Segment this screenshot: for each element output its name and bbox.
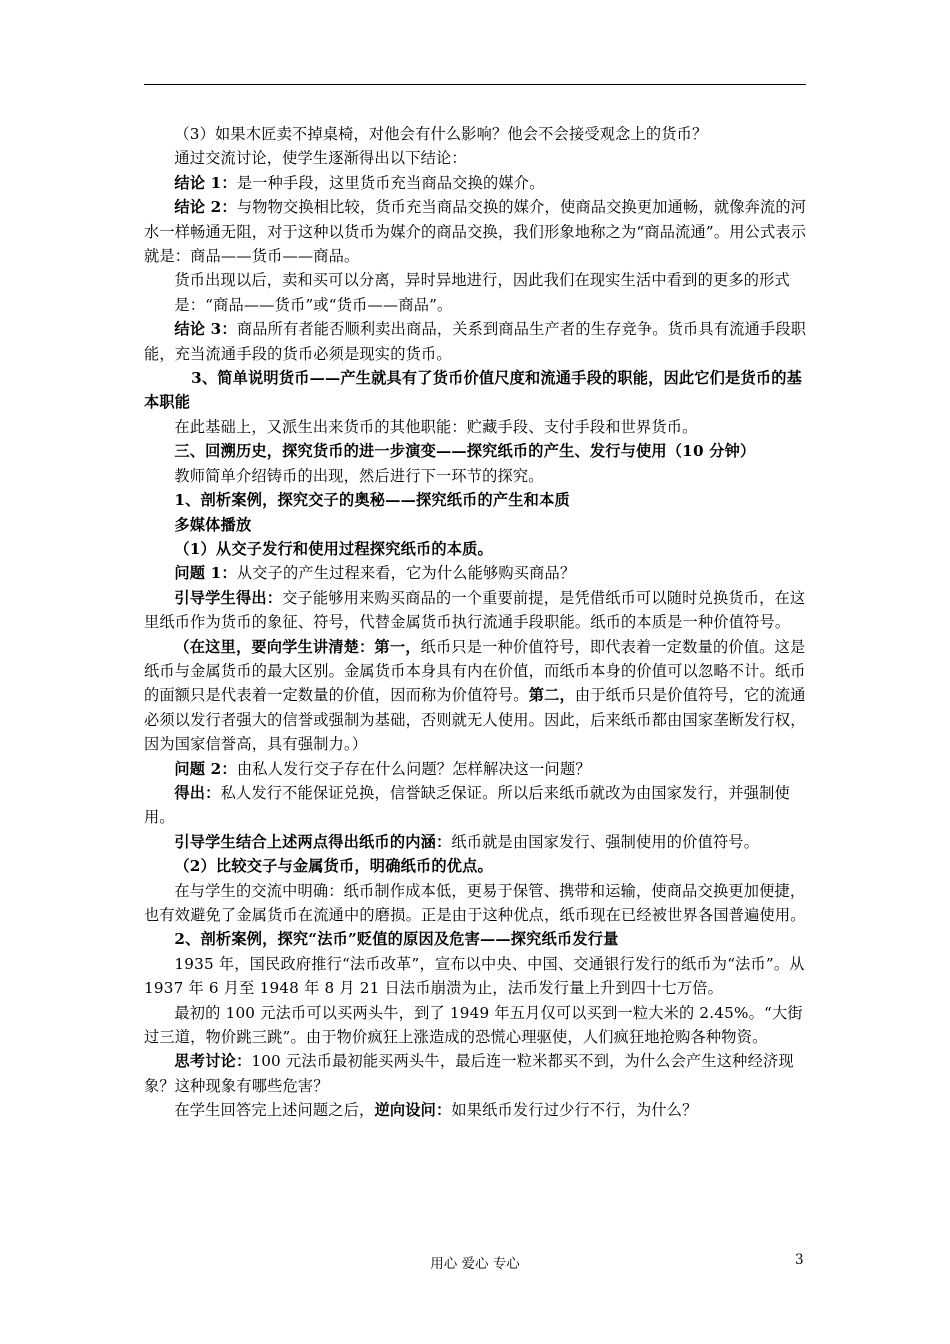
bold-text: （1）从交子发行和使用过程探究纸币的本质。 bbox=[174, 539, 493, 558]
paragraph bbox=[144, 635, 808, 757]
text-run: 商品所有者能否顺利卖出商品，关系到商品生产者的生存竞争。货币具有流通手段职能，充当流通手段的货币必须是现实的货币。 bbox=[144, 320, 807, 363]
paragraph bbox=[144, 927, 808, 951]
paragraph bbox=[144, 488, 808, 512]
paragraph bbox=[144, 1001, 808, 1050]
text-run: 100 元法币最初能买两头牛，最后连一粒米都买不到，为什么会产生这种经济现象？这种现象有哪些危害？ bbox=[144, 1052, 794, 1095]
bold-text: 结论 1： bbox=[174, 173, 237, 192]
paragraph bbox=[144, 317, 808, 366]
paragraph bbox=[144, 146, 808, 170]
text-run: 与物物交换相比较，货币充当商品交换的媒介，使商品交换更加通畅，就像奔流的河水一样畅通无阻，对于这种以货币为媒介的商品交换，我们形象地称之为“商品流通”。用公式表示就是：商品——货币——商品。 bbox=[144, 198, 807, 266]
text-run: 最初的 100 元法币可以买两头牛，到了 1949 年五月仅可以买到一粒大米的 2.45%。“大街过三道，物价跳三跳”。由于物价疯狂上涨造成的恐慌心理驱使，人们疯狂地抢购各种物资。 bbox=[144, 1003, 803, 1047]
text-run: （3）如果木匠卖不掉桌椅，对他会有什么影响？他会不会接受观念上的货币？ bbox=[174, 125, 708, 143]
paragraph bbox=[144, 879, 808, 928]
paragraph bbox=[144, 830, 808, 854]
bold-text: 第二， bbox=[528, 686, 575, 705]
text-run: 1935 年，国民政府推行“法币改革”，宣布以中央、中国、交通银行发行的纸币为“法币”。从 1937 年 6 月至 1948 年 8 月 21 日法币崩溃为止，法币发行量上升到四十七万倍。 bbox=[144, 954, 805, 998]
paragraph bbox=[144, 781, 808, 830]
bold-text: 1、剖析案例，探究交子的奥秘——探究纸币的产生和本质 bbox=[174, 491, 570, 510]
paragraph bbox=[144, 952, 808, 1001]
bold-text: 问题 2： bbox=[174, 759, 237, 778]
paragraph bbox=[144, 171, 808, 195]
text-run: 教师简单介绍铸币的出现，然后进行下一环节的探究。 bbox=[174, 466, 544, 485]
bold-text: 引导学生得出： bbox=[174, 588, 283, 607]
paragraph bbox=[144, 268, 808, 317]
bold-text: 多媒体播放 bbox=[174, 515, 252, 534]
footer-motto: 用心 爱心 专心 bbox=[430, 1256, 520, 1272]
bold-text: 引导学生结合上述两点得出纸币的内涵： bbox=[174, 832, 452, 851]
text-run: 从交子的产生过程来看，它为什么能够购买商品？ bbox=[236, 564, 576, 583]
paragraph bbox=[144, 415, 808, 439]
text-run: 在与学生的交流中明确：纸币制作成本低，更易于保管、携带和运输，使商品交换更加便捷，也有效避免了金属货币在流通中的磨损。正是由于这种优点，纸币现在已经被世界各国普遍使用。 bbox=[144, 881, 806, 924]
paragraph bbox=[144, 195, 808, 268]
text-run: 在学生回答完上述问题之后， bbox=[174, 1101, 375, 1120]
page-footer bbox=[0, 1252, 950, 1272]
paragraph bbox=[144, 464, 808, 488]
text-run: 由私人发行交子存在什么问题？怎样解决这一问题？ bbox=[236, 759, 591, 778]
paragraph bbox=[144, 537, 808, 561]
paragraph bbox=[144, 1049, 808, 1098]
text-run: 是一种手段，这里货币充当商品交换的媒介。 bbox=[236, 173, 545, 192]
bold-text: 三、回溯历史，探究货币的进一步演变——探究纸币的产生、发行与使用（10 分钟） bbox=[174, 442, 756, 461]
text-run: 通过交流讨论，使学生逐渐得出以下结论： bbox=[174, 149, 467, 168]
paragraph bbox=[144, 513, 808, 537]
text-run: 私人发行不能保证兑换，信誉缺乏保证。所以后来纸币就改为由国家发行，并强制使用。 bbox=[144, 783, 790, 827]
bold-text: 结论 2： bbox=[174, 198, 237, 217]
paragraph bbox=[144, 561, 808, 585]
bold-text: 2、剖析案例，探究“法币”贬值的原因及危害——探究纸币发行量 bbox=[174, 930, 619, 949]
paragraph bbox=[144, 586, 808, 635]
bold-text: 思考讨论： bbox=[174, 1052, 252, 1071]
text-run: 由于纸币只是价值符号，它的流通必须以发行者强大的信誉或强制为基础，否则就无人使用。因此，后来纸币都由国家垄断发行权，因为国家信誉高，具有强制力。） bbox=[144, 686, 806, 754]
paragraph bbox=[144, 366, 808, 415]
header-rule bbox=[144, 84, 806, 85]
paragraph bbox=[144, 1098, 808, 1122]
document-body bbox=[144, 122, 808, 1123]
bold-text: （2）比较交子与金属货币，明确纸币的优点。 bbox=[174, 857, 493, 876]
bold-text: 逆向设问： bbox=[374, 1101, 452, 1120]
page-number: 3 bbox=[795, 1252, 804, 1268]
text-run: 纸币就是由国家发行、强制使用的价值符号。 bbox=[451, 832, 760, 851]
text-run: 在此基础上，又派生出来货币的其他职能：贮藏手段、支付手段和世界货币。 bbox=[174, 417, 698, 436]
paragraph bbox=[144, 122, 808, 146]
text-run: 货币出现以后，卖和买可以分离，异时异地进行，因此我们在现实生活中看到的更多的形式是：“商品——货币”或“货币——商品”。 bbox=[174, 271, 790, 314]
paragraph bbox=[144, 439, 808, 463]
text-run: 如果纸币发行过少行不行，为什么？ bbox=[451, 1101, 698, 1120]
bold-text: 结论 3： bbox=[174, 320, 237, 339]
bold-text: 问题 1： bbox=[174, 564, 237, 583]
text-run: 纸币只是一种价值符号，即代表着一定数量的价值。这是纸币与金属货币的最大区别。金属货币本身具有内在价值，而纸币本身的价值可以忽略不计。纸币的面额只是代表着一定数量的价值，因而称为价值符号。 bbox=[144, 637, 806, 705]
bold-text: 得出： bbox=[174, 783, 221, 802]
bold-text: （在这里，要向学生讲清楚：第一， bbox=[174, 637, 421, 656]
paragraph bbox=[144, 757, 808, 781]
text-run: 交子能够用来购买商品的一个重要前提，是凭借纸币可以随时兑换货币，在这里纸币作为货币的象征、符号，代替金属货币执行流通手段职能。纸币的本质是一种价值符号。 bbox=[144, 588, 806, 632]
bold-text: 3、简单说明货币——产生就具有了货币价值尺度和流通手段的职能，因此它们是货币的基本职能 bbox=[144, 369, 802, 412]
paragraph bbox=[144, 854, 808, 878]
